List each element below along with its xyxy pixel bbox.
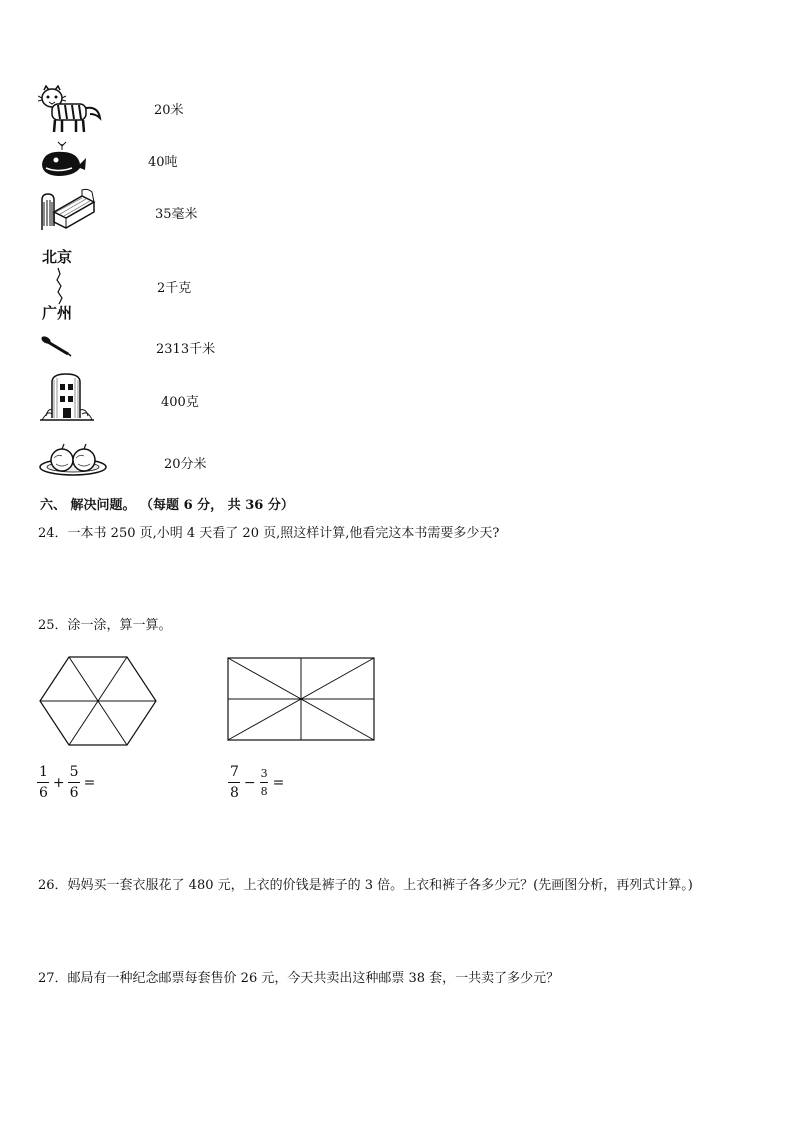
map-route	[40, 246, 90, 326]
unit-label: 2313千米	[156, 342, 216, 357]
unit-label: 400克	[161, 395, 199, 410]
minus-sign: −	[243, 774, 256, 791]
hexagon-figure	[38, 655, 160, 747]
fraction-1-6: 1 6	[39, 764, 48, 801]
unit-label: 20分米	[164, 457, 207, 472]
fraction-expression-right	[228, 764, 287, 801]
map-city-top: 北京	[42, 248, 73, 266]
fraction-7-8: 7 8	[230, 764, 239, 801]
unit-label: 2千克	[157, 281, 192, 296]
question-25: 25．涂一涂，算一算。	[38, 618, 172, 633]
map-city-bottom: 广州	[42, 304, 73, 322]
unit-label: 35毫米	[155, 207, 198, 222]
unit-label: 20米	[154, 103, 184, 118]
question-27: 27．邮局有一种纪念邮票每套售价 26 元，今天共卖出这种邮票 38 套，一共卖了多少元？	[38, 971, 560, 986]
question-26: 26．妈妈买一套衣服花了 480 元，上衣的价钱是裤子的 3 倍。上衣和裤子各多少元？(先画图分析，再列式计算。)	[38, 878, 693, 893]
nail-icon	[40, 334, 72, 358]
route-line-icon	[48, 266, 78, 306]
bed-icon	[38, 186, 96, 234]
whale-icon	[38, 140, 88, 180]
fraction-expression-left	[37, 764, 98, 801]
unit-label: 40吨	[148, 155, 178, 170]
plus-sign: +	[52, 774, 65, 791]
equals-sign: =	[83, 774, 96, 791]
equals-sign: =	[272, 774, 285, 791]
building-icon	[38, 370, 96, 422]
section-title: 六、 解决问题。 （每题 6 分， 共 36 分）	[40, 498, 294, 513]
apples-plate-icon	[38, 440, 108, 478]
fraction-5-6: 5 6	[69, 764, 79, 801]
fraction-3-8: 3 8	[260, 767, 268, 798]
question-24: 24．一本书 250 页,小明 4 天看了 20 页,照这样计算,他看完这本书需要多少天?	[38, 526, 500, 541]
tiger-icon	[38, 84, 104, 134]
rectangle-figure	[226, 656, 376, 742]
